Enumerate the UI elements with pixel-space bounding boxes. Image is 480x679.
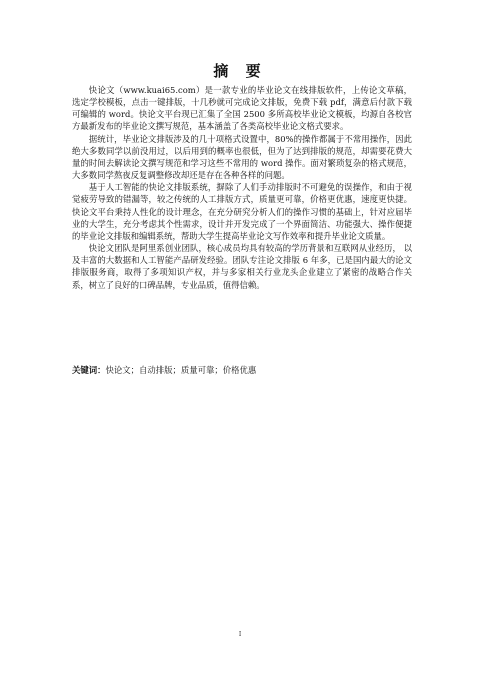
abstract-title: 摘 要: [213, 62, 267, 80]
abstract-paragraph-3: 基于人工智能的快论文排版系统，摒除了人们手动排版时不可避免的误操作，和由于视觉疲劳导致的错漏等，较之传统的人工排版方式，质量更可靠，价格更优惠，速度更快捷。快论文平台秉持人性化的设计理念，在充分研究分析人们的操作习惯的基础上，针对应届毕业的大学生，充分考虑其个性需求，设计并开发完成了一个界面简洁、功能强大、操作便捷的毕业论文排版和编辑系统，帮助大学生提高毕业论文写作效率和提升毕业论文质量。: [72, 182, 412, 241]
abstract-paragraph-2: 据统计，毕业论文排版涉及的几十项格式设置中，80%的操作都属于不常用操作，因此绝大多数同学以前没用过，以后用到的概率也很低，但为了达到排版的规范，却需要花费大量的时间去解读论文撰写规范和学习这些不常用的 word 操作。面对繁琐复杂的格式规范，大多数同学熬夜反复调整修改却还是存在各种各样的问题。: [72, 133, 412, 181]
keywords-list: 快论文；自动排版；质量可靠；价格优惠: [105, 365, 257, 375]
abstract-paragraph-4: 快论文团队是阿里系创业团队，核心成员均具有较高的学历背景和互联网从业经历， 以及丰富的大数据和人工智能产品研发经验。团队专注论文排版 6 年多，已是国内最大的论文排版服务商，取得了多项知识产权，并与多家相关行业龙头企业建立了紧密的战略合作关系，树立了良好的口碑品牌，专业品质，值得信赖。: [72, 243, 412, 290]
keywords-label: 关键词：: [72, 365, 106, 375]
page-number: I: [238, 631, 242, 638]
abstract-paragraph-1: 快论文（www.kuai65.com）是一款专业的毕业论文在线排版软件，上传论文草稿，选定学校模板，点击一键排版，十几秒就可完成论文排版，免费下载 pdf，满意后付款下载可编辑的 word。快论文平台现已汇集了全国 2500 多所高校毕业论文模板，均源自各校官方最新发布的毕业论文撰写规范，基本涵盖了各类高校毕业论文格式要求。: [72, 85, 412, 132]
keywords-line: [72, 364, 412, 376]
abstract-body: [72, 84, 412, 291]
